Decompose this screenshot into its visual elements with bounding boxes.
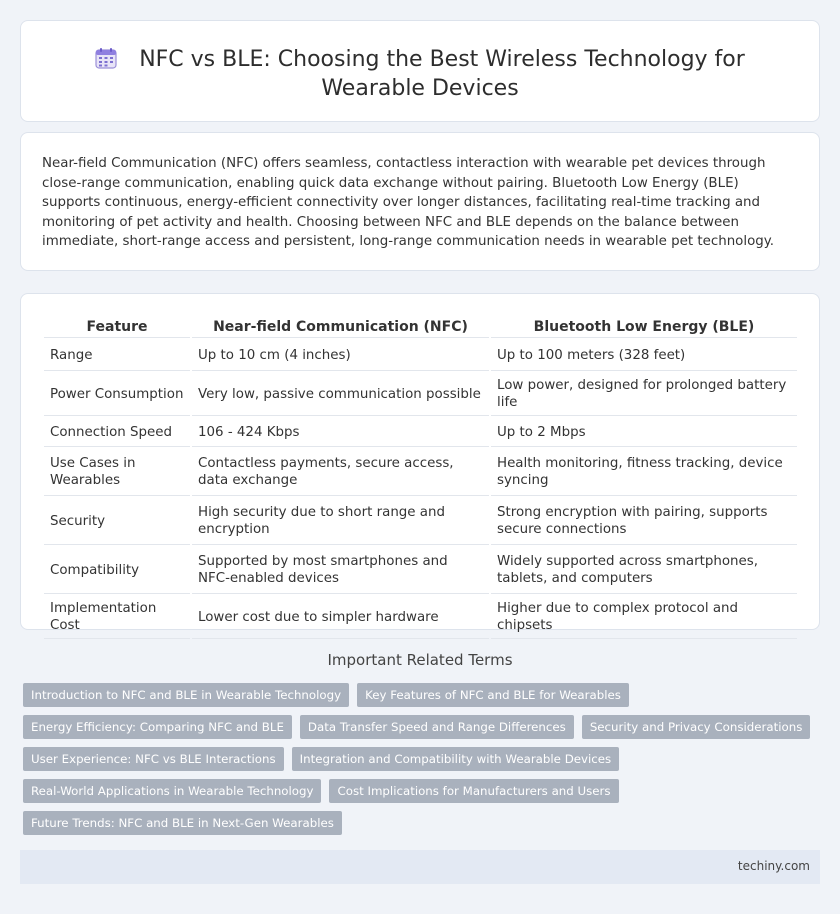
- nfc-cell: Contactless payments, secure access, data exchange: [192, 449, 489, 496]
- table-row: [44, 418, 797, 447]
- calendar-icon: [95, 47, 117, 69]
- ble-cell: Widely supported across smartphones, tablets, and computers: [491, 547, 797, 594]
- footer-site-link[interactable]: techiny.com: [737, 859, 810, 873]
- table-row: [44, 547, 797, 594]
- table-row: [44, 449, 797, 496]
- nfc-cell: Up to 10 cm (4 inches): [192, 340, 489, 371]
- table-row: [44, 373, 797, 416]
- ble-cell: Higher due to complex protocol and chipsets: [491, 596, 797, 639]
- footer: [20, 850, 820, 884]
- table-row: [44, 340, 797, 371]
- comparison-card: [20, 293, 820, 633]
- nfc-cell: Very low, passive communication possible: [192, 373, 489, 416]
- related-term-tag[interactable]: Cost Implications for Manufacturers and Users: [329, 779, 618, 803]
- page-title-wrap: [21, 45, 819, 103]
- comparison-table: [42, 314, 799, 641]
- intro-paragraph: Near-field Communication (NFC) offers seamless, contactless interaction with wearable pet devices through close-range communication, enabling quick data exchange without pairing. Bluetooth Low Energy (BLE) supports continuous, energy-efficient connectivity over longer distances, facilitating real-time tracking and monitoring of pet activity and health. Choosing between NFC and BLE depends on the balance between immediate, short-range access and persistent, long-range communication needs in wearable pet technology.: [42, 156, 775, 249]
- feature-cell: Security: [44, 498, 190, 545]
- header-feature: Feature: [44, 316, 190, 338]
- nfc-cell: Lower cost due to simpler hardware: [192, 596, 489, 639]
- related-term-tag[interactable]: Future Trends: NFC and BLE in Next-Gen Wearables: [23, 811, 342, 835]
- related-term-tag[interactable]: Key Features of NFC and BLE for Wearables: [357, 683, 629, 707]
- nfc-cell: High security due to short range and encryption: [192, 498, 489, 545]
- nfc-cell: 106 - 424 Kbps: [192, 418, 489, 447]
- table-header-row: [44, 316, 797, 338]
- title-card: [20, 20, 820, 122]
- ble-cell: Up to 2 Mbps: [491, 418, 797, 447]
- related-term-tag[interactable]: Security and Privacy Considerations: [582, 715, 811, 739]
- ble-cell: Strong encryption with pairing, supports secure connections: [491, 498, 797, 545]
- header-nfc: Near-field Communication (NFC): [192, 316, 489, 338]
- feature-cell: Range: [44, 340, 190, 371]
- ble-cell: Low power, designed for prolonged battery life: [491, 373, 797, 416]
- header-ble: Bluetooth Low Energy (BLE): [491, 316, 797, 338]
- nfc-cell: Supported by most smartphones and NFC-enabled devices: [192, 547, 489, 594]
- feature-cell: Connection Speed: [44, 418, 190, 447]
- related-terms-list: [23, 683, 813, 843]
- related-term-tag[interactable]: Introduction to NFC and BLE in Wearable Technology: [23, 683, 349, 707]
- intro-card: [20, 132, 820, 271]
- ble-cell: Health monitoring, fitness tracking, device syncing: [491, 449, 797, 496]
- related-term-tag[interactable]: Real-World Applications in Wearable Technology: [23, 779, 321, 803]
- related-terms-title: Important Related Terms: [327, 651, 513, 669]
- feature-cell: Implementation Cost: [44, 596, 190, 639]
- related-term-tag[interactable]: Integration and Compatibility with Wearable Devices: [292, 747, 620, 771]
- feature-cell: Use Cases in Wearables: [44, 449, 190, 496]
- related-term-tag[interactable]: User Experience: NFC vs BLE Interactions: [23, 747, 284, 771]
- ble-cell: Up to 100 meters (328 feet): [491, 340, 797, 371]
- table-row: [44, 596, 797, 639]
- related-term-tag[interactable]: Energy Efficiency: Comparing NFC and BLE: [23, 715, 292, 739]
- page-title: NFC vs BLE: Choosing the Best Wireless Technology for Wearable Devices: [139, 47, 745, 101]
- table-row: [44, 498, 797, 545]
- related-term-tag[interactable]: Data Transfer Speed and Range Differences: [300, 715, 574, 739]
- feature-cell: Compatibility: [44, 547, 190, 594]
- feature-cell: Power Consumption: [44, 373, 190, 416]
